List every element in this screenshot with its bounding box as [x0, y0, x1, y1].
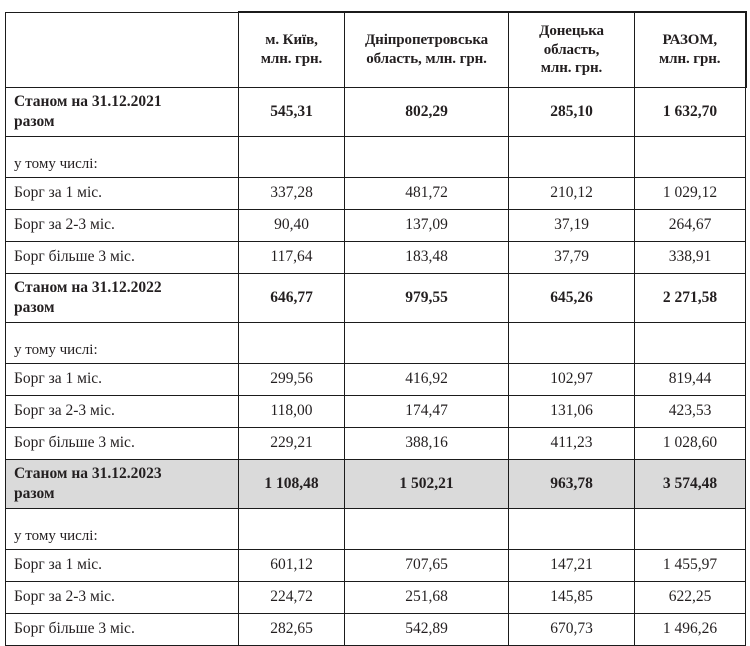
cell-kyiv: 90,40 [239, 210, 345, 242]
cell-dnipro [345, 323, 509, 364]
header-cell-kyiv [239, 12, 345, 88]
cell-dnipro: 802,29 [345, 88, 509, 137]
cell-total: 1 455,97 [635, 550, 746, 582]
cell-donets: 102,97 [509, 364, 635, 396]
row-label: Борг за 2-3 міс. [6, 396, 239, 428]
header-cell-total [635, 12, 746, 88]
cell-dnipro: 251,68 [345, 582, 509, 614]
cell-dnipro [345, 509, 509, 550]
row-label [6, 460, 239, 509]
cell-donets: 411,23 [509, 428, 635, 460]
row-label: у тому числі: [6, 509, 239, 550]
row-label-line2: разом [14, 299, 55, 316]
cell-kyiv: 229,21 [239, 428, 345, 460]
cell-kyiv: 117,64 [239, 242, 345, 274]
cell-donets: 963,78 [509, 460, 635, 509]
debt-table-container [5, 11, 745, 646]
cell-kyiv: 299,56 [239, 364, 345, 396]
table-row [6, 428, 746, 460]
cell-kyiv: 337,28 [239, 178, 345, 210]
cell-total [635, 137, 746, 178]
table-row [6, 364, 746, 396]
header-total-line2: млн. грн. [659, 51, 721, 67]
cell-kyiv: 601,12 [239, 550, 345, 582]
row-label-line1: Станом на 31.12.2021 [14, 92, 162, 110]
row-label-line1: Станом на 31.12.2023 [14, 464, 162, 482]
header-total-line1: РАЗОМ, [662, 32, 718, 49]
header-donets-line3: млн. грн. [540, 60, 603, 77]
table-row [6, 178, 746, 210]
table-row [6, 210, 746, 242]
table-row-note [6, 323, 746, 364]
table-row [6, 242, 746, 274]
cell-kyiv: 224,72 [239, 582, 345, 614]
cell-total: 3 574,48 [635, 460, 746, 509]
cell-kyiv: 282,65 [239, 614, 345, 646]
row-label: Борг більше 3 міс. [6, 242, 239, 274]
cell-total [635, 509, 746, 550]
header-kyiv-line2: млн. грн. [260, 51, 323, 67]
header-donets-line1: Донецька [539, 22, 604, 39]
row-label: Борг за 2-3 міс. [6, 210, 239, 242]
cell-total [635, 323, 746, 364]
row-label: Борг за 1 міс. [6, 178, 239, 210]
cell-donets: 285,10 [509, 88, 635, 137]
cell-total: 338,91 [635, 242, 746, 274]
table-row [6, 582, 746, 614]
header-cell-dnipropetrovsk [345, 12, 509, 88]
cell-donets [509, 137, 635, 178]
row-label: Борг за 1 міс. [6, 550, 239, 582]
cell-kyiv [239, 137, 345, 178]
cell-dnipro: 183,48 [345, 242, 509, 274]
header-cell-blank [6, 12, 239, 88]
row-label: у тому числі: [6, 323, 239, 364]
header-row [6, 12, 746, 88]
table-row [6, 396, 746, 428]
cell-dnipro [345, 137, 509, 178]
cell-donets: 37,19 [509, 210, 635, 242]
header-cell-donetsk [509, 12, 635, 88]
cell-dnipro: 388,16 [345, 428, 509, 460]
cell-dnipro: 707,65 [345, 550, 509, 582]
row-label: у тому числі: [6, 137, 239, 178]
cell-donets: 131,06 [509, 396, 635, 428]
table-header [6, 12, 746, 88]
cell-total: 1 028,60 [635, 428, 746, 460]
cell-kyiv [239, 509, 345, 550]
table-body [6, 88, 746, 646]
row-label [6, 88, 239, 137]
row-label-line2: разом [14, 485, 55, 502]
row-label-line2: разом [14, 113, 55, 130]
table-row-summary [6, 274, 746, 323]
cell-kyiv: 646,77 [239, 274, 345, 323]
cell-total: 423,53 [635, 396, 746, 428]
header-kyiv-line1: м. Київ, [265, 32, 318, 49]
cell-kyiv: 118,00 [239, 396, 345, 428]
cell-donets: 645,26 [509, 274, 635, 323]
cell-total: 2 271,58 [635, 274, 746, 323]
table-row-note [6, 137, 746, 178]
cell-total: 1 496,26 [635, 614, 746, 646]
cell-dnipro: 137,09 [345, 210, 509, 242]
cell-dnipro: 542,89 [345, 614, 509, 646]
cell-donets [509, 323, 635, 364]
table-row-summary [6, 460, 746, 509]
header-dnipro-line2: область, млн. грн. [366, 51, 487, 67]
cell-donets: 37,79 [509, 242, 635, 274]
header-donets-line2: область, [543, 41, 600, 58]
table-row-note [6, 509, 746, 550]
cell-dnipro: 174,47 [345, 396, 509, 428]
header-dnipro-line1: Дніпропетровська [364, 32, 489, 49]
cell-total: 622,25 [635, 582, 746, 614]
cell-total: 819,44 [635, 364, 746, 396]
cell-dnipro: 481,72 [345, 178, 509, 210]
cell-donets: 210,12 [509, 178, 635, 210]
debt-table [5, 11, 747, 646]
cell-donets: 147,21 [509, 550, 635, 582]
cell-total: 1 029,12 [635, 178, 746, 210]
row-label: Борг більше 3 міс. [6, 614, 239, 646]
row-label: Борг за 1 міс. [6, 364, 239, 396]
cell-dnipro: 1 502,21 [345, 460, 509, 509]
cell-donets: 670,73 [509, 614, 635, 646]
cell-total: 1 632,70 [635, 88, 746, 137]
row-label [6, 274, 239, 323]
cell-kyiv: 1 108,48 [239, 460, 345, 509]
cell-donets [509, 509, 635, 550]
cell-donets: 145,85 [509, 582, 635, 614]
cell-kyiv [239, 323, 345, 364]
table-row [6, 614, 746, 646]
cell-dnipro: 979,55 [345, 274, 509, 323]
cell-kyiv: 545,31 [239, 88, 345, 137]
table-row-summary [6, 88, 746, 137]
table-row [6, 550, 746, 582]
row-label: Борг за 2-3 міс. [6, 582, 239, 614]
row-label-line1: Станом на 31.12.2022 [14, 278, 162, 296]
row-label: Борг більше 3 міс. [6, 428, 239, 460]
cell-dnipro: 416,92 [345, 364, 509, 396]
cell-total: 264,67 [635, 210, 746, 242]
